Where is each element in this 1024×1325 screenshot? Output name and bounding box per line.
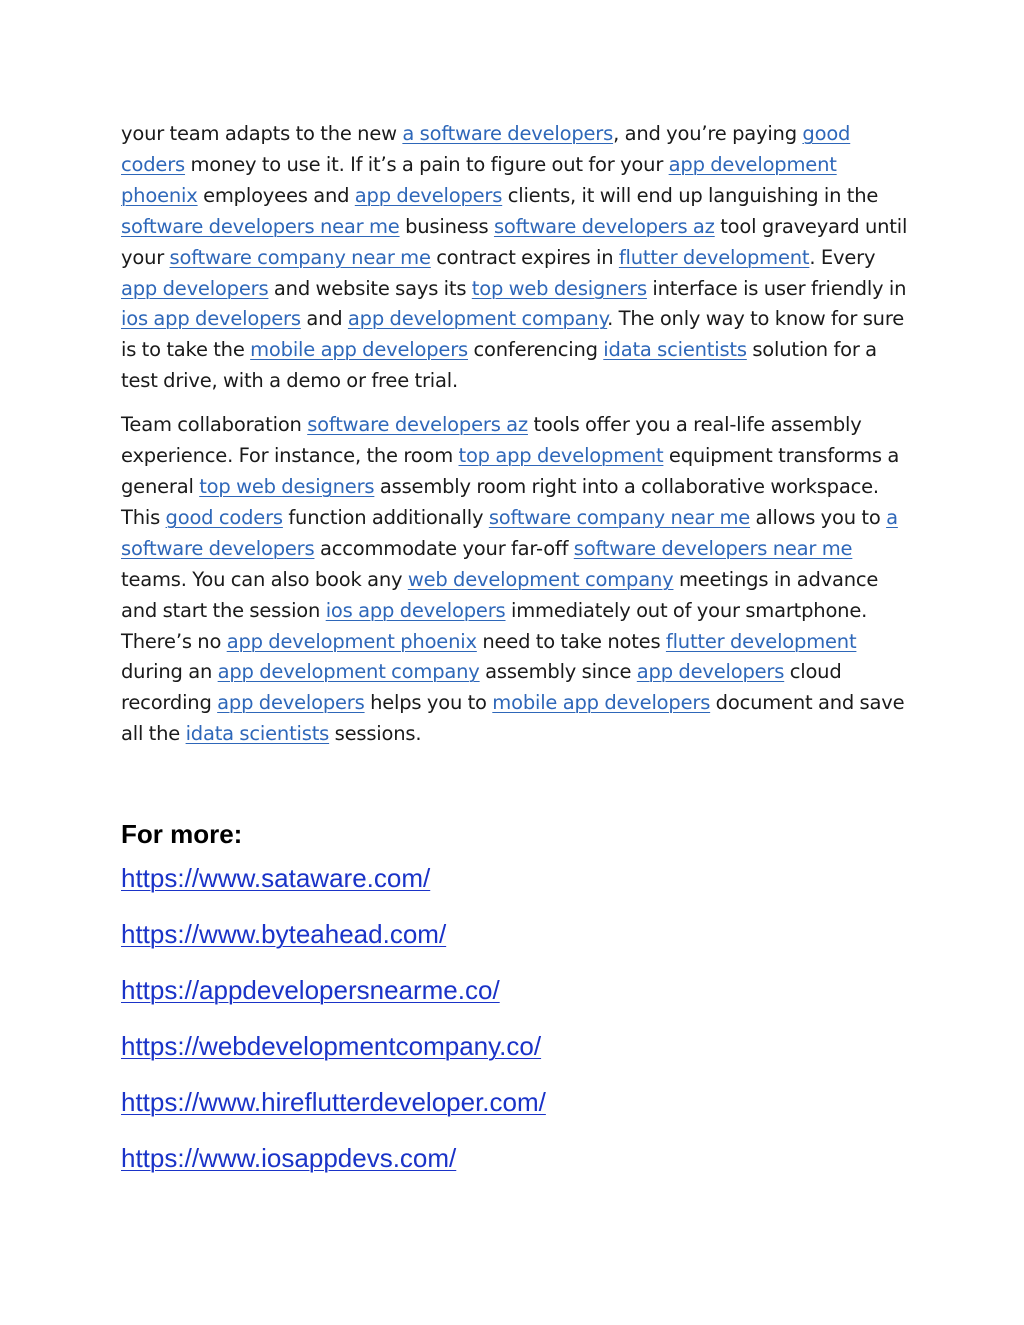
paragraph-text: Team collaboration (121, 413, 308, 437)
inline-link[interactable]: software company near me (169, 245, 431, 269)
reference-link-list (121, 862, 911, 1198)
body-paragraph (121, 410, 911, 750)
paragraph-text: during an (121, 660, 218, 684)
paragraph-text: solution for a test drive, with a demo or free trial. (121, 338, 877, 393)
inline-link[interactable]: software developers az (307, 413, 528, 437)
inline-link[interactable]: software company near me (488, 505, 751, 529)
inline-link[interactable]: web development company (407, 567, 674, 591)
paragraph-text: contract expires in (430, 245, 619, 269)
paragraph-text: assembly since (479, 660, 637, 684)
inline-link[interactable]: software developers near me (573, 536, 853, 560)
paragraph-text: need to take notes (476, 629, 666, 653)
url-link[interactable]: https://webdevelopmentcompany.co/ (121, 1031, 542, 1062)
url-link[interactable]: https://www.iosappdevs.com/ (121, 1143, 457, 1174)
paragraph-text: money to use it. If it’s a pain to figure out for your (185, 152, 669, 176)
paragraph-text: helps you to (364, 691, 493, 715)
paragraph-text: tools offer you a real-life assembly experience. For instance, the room (121, 413, 862, 468)
paragraph-text: tool graveyard until your (121, 214, 908, 269)
inline-link[interactable]: mobile app developers (250, 338, 468, 362)
inline-link[interactable]: ios app developers (121, 307, 301, 331)
list-item (121, 1030, 911, 1086)
url-link[interactable]: https://www.hireflutterdeveloper.com/ (121, 1087, 546, 1118)
inline-link[interactable]: app development phoenix (226, 629, 477, 653)
inline-link[interactable]: a software developers (121, 505, 898, 560)
list-item (121, 974, 911, 1030)
list-item (121, 862, 911, 918)
list-item (121, 1142, 911, 1198)
paragraph-text: teams. You can also book any (121, 567, 408, 591)
inline-link[interactable]: software developers az (493, 214, 715, 238)
for-more-heading: For more: (121, 819, 243, 850)
paragraph-text: cloud recording (121, 660, 842, 715)
inline-link[interactable]: flutter development (665, 629, 857, 653)
inline-link[interactable]: app development company (347, 307, 608, 331)
paragraph-text: and (300, 307, 348, 331)
paragraph-text: accommodate your far-off (314, 536, 574, 560)
inline-link[interactable]: top web designers (471, 276, 647, 300)
inline-link[interactable]: mobile app developers (492, 691, 711, 715)
url-link[interactable]: https://www.sataware.com/ (121, 863, 431, 894)
paragraph-text: business (399, 214, 494, 238)
paragraph-text: allows you to (750, 505, 887, 529)
document-page (121, 119, 911, 1198)
inline-link[interactable]: good coders (121, 122, 851, 176)
paragraph-text: employees and (197, 183, 355, 207)
inline-link[interactable]: app developers (217, 691, 365, 715)
url-link[interactable]: https://appdevelopersnearme.co/ (121, 975, 500, 1006)
url-link[interactable]: https://www.byteahead.com/ (121, 919, 447, 950)
paragraph-text: assembly room right into a collaborative workspace. This (121, 474, 879, 529)
list-item (121, 1086, 911, 1142)
paragraph-text: equipment transforms a general (121, 444, 900, 498)
paragraph-text: clients, it will end up languishing in the (502, 183, 879, 207)
inline-link[interactable]: app developers (354, 183, 503, 207)
inline-link[interactable]: app developers (121, 276, 269, 300)
paragraph-text: sessions. (329, 722, 422, 746)
inline-link[interactable]: software developers near me (121, 214, 400, 238)
paragraph-text: conferencing (468, 338, 604, 362)
paragraph-text: . Every (809, 245, 876, 269)
paragraph-text: meetings in advance and start the session (121, 567, 879, 622)
paragraph-text: . The only way to know for sure is to take the (121, 307, 905, 362)
inline-link[interactable]: ios app developers (325, 598, 506, 622)
inline-link[interactable]: app development phoenix (121, 152, 837, 207)
body-text (121, 119, 911, 750)
inline-link[interactable]: idata scientists (603, 338, 747, 362)
paragraph-text: document and save all the (121, 691, 905, 746)
paragraph-text: , and you’re paying (613, 122, 803, 145)
paragraph-text: and website says its (268, 276, 472, 300)
list-item (121, 918, 911, 974)
inline-link[interactable]: idata scientists (185, 722, 330, 746)
inline-link[interactable]: top web designers (199, 474, 375, 498)
inline-link[interactable]: a software developers (402, 122, 614, 145)
inline-link[interactable]: app development company (217, 660, 480, 684)
paragraph-text: function additionally (282, 505, 489, 529)
body-paragraph (121, 119, 911, 397)
inline-link[interactable]: app developers (636, 660, 785, 684)
paragraph-text: interface is user friendly in (646, 276, 907, 300)
inline-link[interactable]: flutter development (618, 245, 810, 269)
inline-link[interactable]: good coders (165, 505, 283, 529)
paragraph-text: immediately out of your smartphone. There’s no (121, 598, 868, 653)
paragraph-text: your team adapts to the new (121, 122, 403, 145)
inline-link[interactable]: top app development (458, 444, 664, 468)
